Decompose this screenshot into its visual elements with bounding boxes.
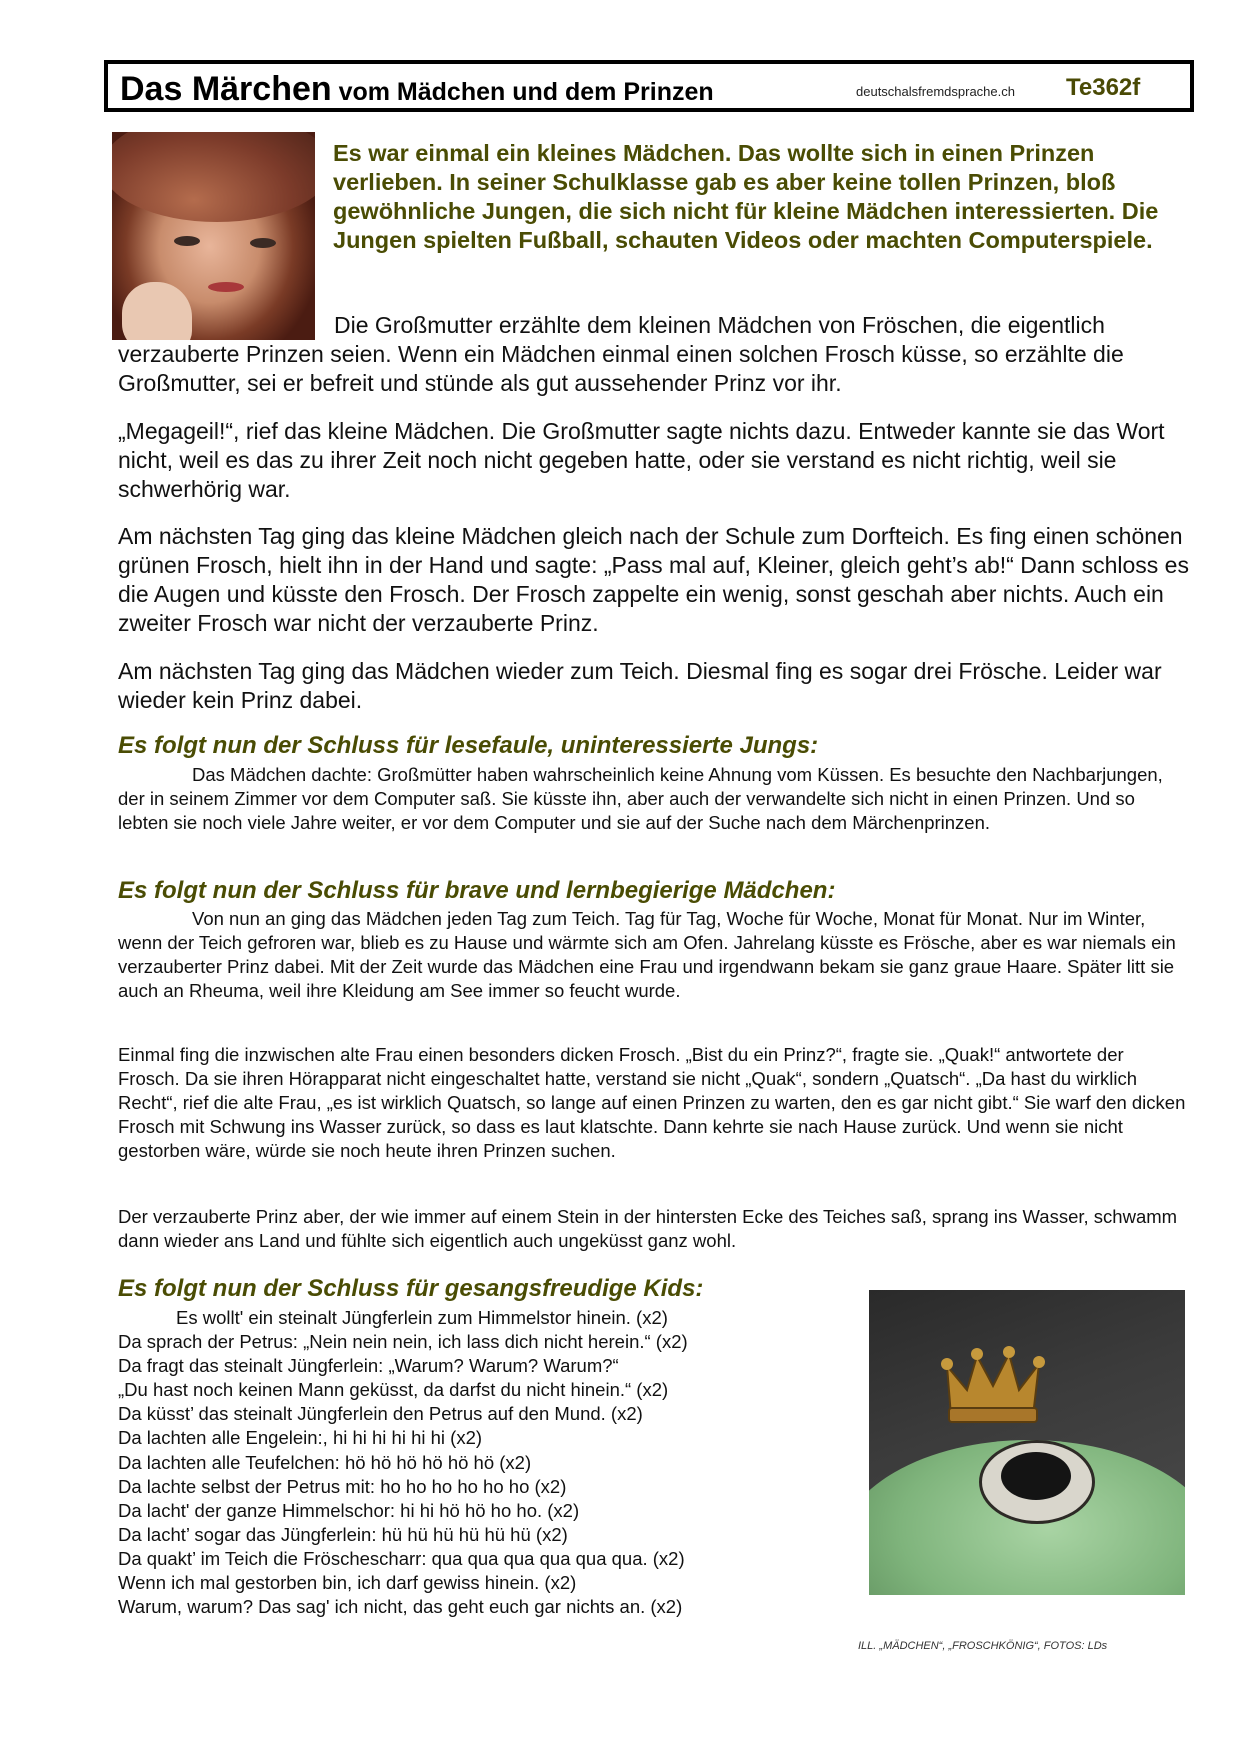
song-line: Wenn ich mal gestorben bin, ich darf gewiss hinein. (x2) xyxy=(118,1572,577,1594)
ending3-heading: Es folgt nun der Schluss für gesangsfreudige Kids: xyxy=(118,1275,704,1302)
girl-photo xyxy=(112,132,315,340)
song-line: Da küsst’ das steinalt Jüngferlein den Petrus auf den Mund. (x2) xyxy=(118,1403,643,1425)
crown-icon xyxy=(941,1346,1045,1426)
song-line: Da lacht’ sogar das Jüngferlein: hü hü hü hü hü hü (x2) xyxy=(118,1523,568,1545)
song-line: Da lachten alle Teufelchen: hö hö hö hö hö hö (x2) xyxy=(118,1451,532,1473)
document-title xyxy=(120,70,714,109)
frog-king-photo xyxy=(869,1290,1185,1595)
title-main: Das Märchen xyxy=(120,70,332,108)
ending2-text3: Der verzauberte Prinz aber, der wie immer auf einem Stein in der hintersten Ecke des Teiches saß, sprang ins Wasser, schwamm dann wieder ans Land und fühlte sich eigentlich auch ungeküsst ganz wohl. xyxy=(118,1206,1178,1251)
paragraph-grandmother: Die Großmutter erzählte dem kleinen Mädchen von Fröschen, die eigentlich verzauberte Prinzen seien. Wenn ein Mädchen einmal einen solchen Frosch küsse, so erzählte die Großmutter, sei er befreit und stünde als gut aussehender Prinz vor ihr. xyxy=(118,312,1124,396)
intro-paragraph: Es war einmal ein kleines Mädchen. Das wollte sich in einen Prinzen verlieben. In seiner Schulklasse gab es aber keine tollen Prinzen, bloß gewöhnliche Jungen, die sich nicht für kleine Mädchen interessierten. Die Jungen spielten Fußball, schauten Videos oder machten Computerspiele. xyxy=(333,140,1159,253)
document-code: Te362f xyxy=(1066,74,1141,101)
paragraph-megageil: „Megageil!“, rief das kleine Mädchen. Die Großmutter sagte nichts dazu. Entweder kannte sie das Wort nicht, weil es das zu ihrer Zeit noch nicht gegeben hatte, oder sie verstand es nicht richtig, weil sie schwerhörig war. xyxy=(118,418,1165,502)
song-line: Da lacht' der ganze Himmelschor: hi hi hö hö ho ho. (x2) xyxy=(118,1499,580,1521)
paragraph-pond: Am nächsten Tag ging das kleine Mädchen gleich nach der Schule zum Dorfteich. Es fing einen schönen grünen Frosch, hielt ihn in der Hand und sagte: „Pass mal auf, Kleiner, gleich geht’s ab!“ Dann schloss es die Augen und küsste den Frosch. Der Frosch zappelte ein wenig, sonst geschah aber nichts. Auch ein zweiter Frosch war nicht der verzauberte Prinz. xyxy=(118,523,1189,636)
ending2-text2: Einmal fing die inzwischen alte Frau einen besonders dicken Frosch. „Bist du ein Prinz?“, fragte sie. „Quak!“ antwortete der Frosch. Da sie ihren Hörapparat nicht eingeschaltet hatte, verstand sie nicht „Quak“, sondern „Quatsch“. „Da hast du wirklich Recht“, rief die alte Frau, „es ist wirklich Quatsch, so lange auf einen Prinzen zu warten, den es gar nicht gibt.“ Sie warf den dicken Frosch mit Schwung ins Wasser zurück, so dass es laut klatschte. Dann kehrte sie nach Hause zurück. Und wenn sie nicht gestorben wäre, würde sie noch heute ihren Prinzen suchen. xyxy=(118,1044,1186,1161)
song-line: Es wollt' ein steinalt Jüngferlein zum Himmelstor hinein. (x2) xyxy=(176,1307,668,1328)
ending1-text xyxy=(118,763,1188,835)
ending2-text1 xyxy=(118,907,1188,1003)
ending1-text-content: Das Mädchen dachte: Großmütter haben wahrscheinlich keine Ahnung vom Küssen. Es besuchte den Nachbarjungen, der in seinem Zimmer vor dem Computer saß. Sie küsste ihn, aber auch der verwandelte sich nicht in einen Prinzen. Und so lebten sie noch viele Jahre weiter, er vor dem Computer und sie auf der Suche nach dem Märchenprinzen. xyxy=(118,764,1163,833)
ending2-heading: Es folgt nun der Schluss für brave und lernbegierige Mädchen: xyxy=(118,877,836,904)
site-name: deutschalsfremdsprache.ch xyxy=(856,84,1015,99)
song-line: Warum, warum? Das sag' ich nicht, das geht euch gar nichts an. (x2) xyxy=(118,1596,683,1618)
song-line: Da sprach der Petrus: „Nein nein nein, ich lass dich nicht herein.“ (x2) xyxy=(118,1331,688,1353)
title-box xyxy=(104,60,1194,112)
song-line: Da fragt das steinalt Jüngferlein: „Warum? Warum? Warum?“ xyxy=(118,1355,619,1377)
song-line: „Du hast noch keinen Mann geküsst, da darfst du nicht hinein.“ (x2) xyxy=(118,1379,669,1401)
ending2-text1-content: Von nun an ging das Mädchen jeden Tag zum Teich. Tag für Tag, Woche für Woche, Monat für Monat. Nur im Winter, wenn der Teich gefroren war, blieb es zu Hause und wärmte sich am Ofen. Jahrelang küsste es Frösche, aber es war niemals ein verzauberter Prinz dabei. Mit der Zeit wurde das Mädchen eine Frau und irgendwann bekam sie ganz graue Haare. Später litt sie auch an Rheuma, weil ihre Kleidung am See immer so feucht wurde. xyxy=(118,908,1176,1001)
ending1-heading: Es folgt nun der Schluss für lesefaule, uninteressierte Jungs: xyxy=(118,732,819,759)
song-lyrics xyxy=(118,1306,688,1619)
paragraph-three-frogs: Am nächsten Tag ging das Mädchen wieder zum Teich. Diesmal fing es sogar drei Frösche. Leider war wieder kein Prinz dabei. xyxy=(118,658,1162,713)
song-line: Da lachten alle Engelein:, hi hi hi hi hi hi (x2) xyxy=(118,1427,483,1449)
song-line: Da lachte selbst der Petrus mit: ho ho ho ho ho ho (x2) xyxy=(118,1475,567,1497)
song-line: Da quakt’ im Teich die Fröschescharr: qua qua qua qua qua qua. (x2) xyxy=(118,1547,685,1569)
photo-caption: ILL. „MÄDCHEN“, „FROSCHKÖNIG“, FOTOS: LDs xyxy=(858,1640,1108,1652)
title-subtitle: vom Mädchen und dem Prinzen xyxy=(331,78,714,106)
